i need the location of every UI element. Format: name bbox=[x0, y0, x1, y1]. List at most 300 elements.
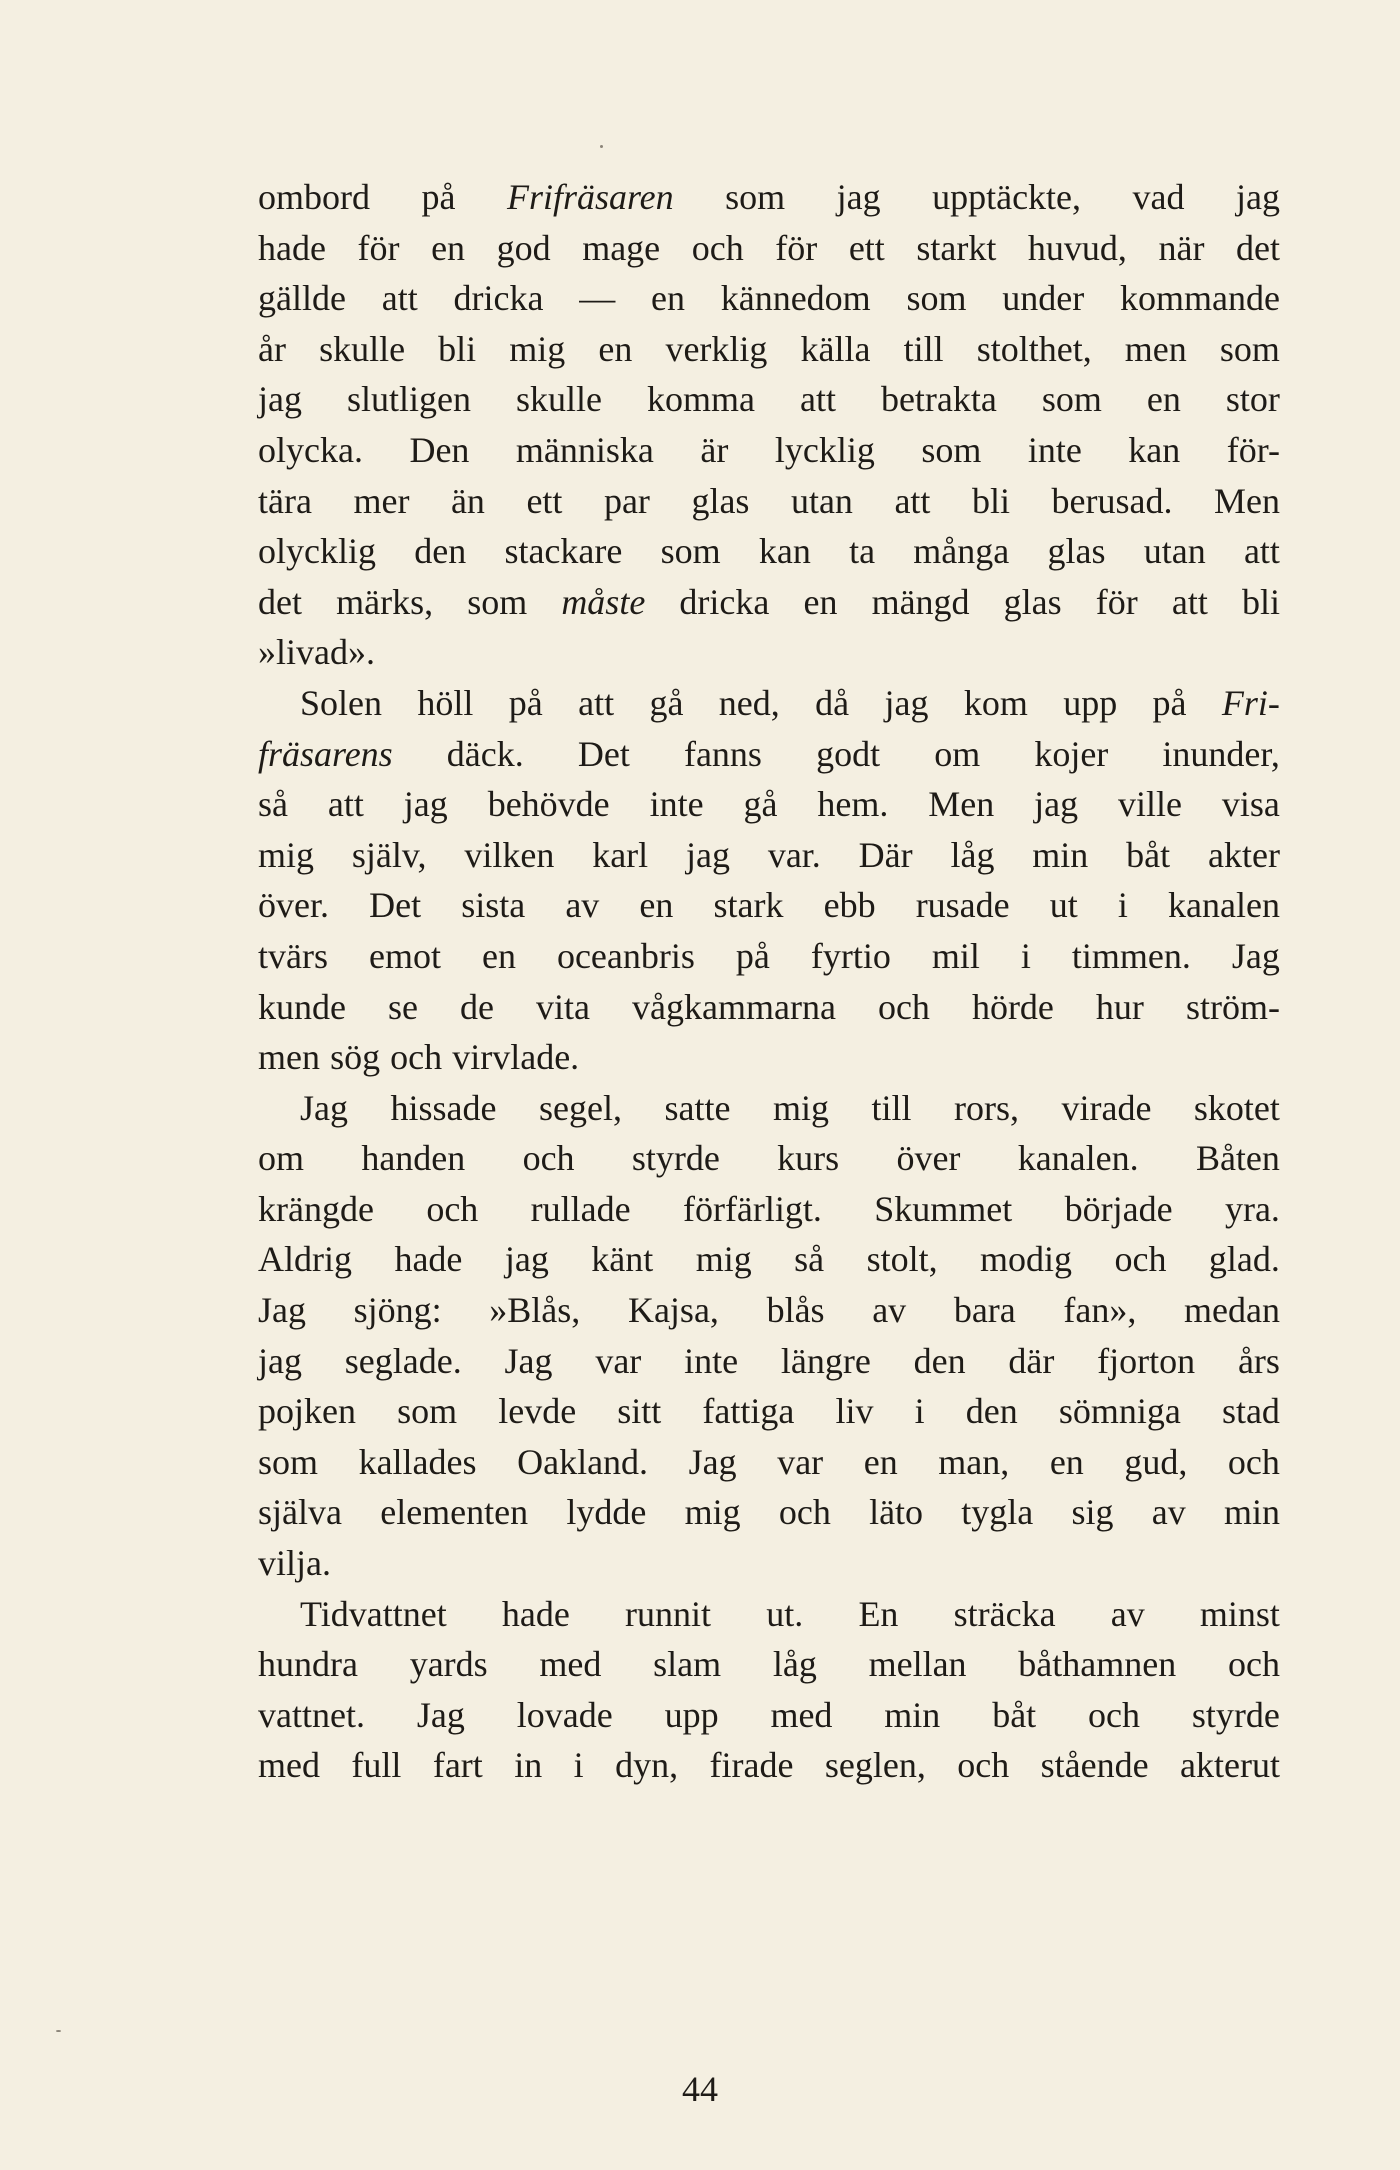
word: upp bbox=[1063, 682, 1118, 723]
word: var bbox=[595, 1340, 642, 1381]
word: hade bbox=[394, 1239, 463, 1280]
word: firade bbox=[709, 1745, 794, 1786]
word: vita bbox=[536, 986, 590, 1027]
word: kanalen bbox=[1168, 885, 1280, 926]
word: sträcka bbox=[953, 1593, 1056, 1634]
text-line bbox=[258, 1184, 1280, 1235]
word: behövde bbox=[487, 784, 610, 825]
text-line bbox=[258, 880, 1280, 931]
word: lovade bbox=[516, 1694, 613, 1735]
word: som bbox=[921, 429, 982, 470]
word: en bbox=[863, 1441, 898, 1482]
word: en bbox=[1049, 1441, 1084, 1482]
word: handen bbox=[361, 1138, 466, 1179]
word: vattnet. bbox=[258, 1694, 365, 1735]
word: Men bbox=[928, 784, 995, 825]
word: sömniga bbox=[1058, 1391, 1181, 1432]
word: upp bbox=[664, 1694, 719, 1735]
word: »Blås, bbox=[489, 1290, 581, 1331]
word: glas bbox=[691, 480, 750, 521]
word: visa bbox=[1221, 784, 1280, 825]
word: i bbox=[1117, 885, 1128, 926]
word: över. bbox=[258, 885, 329, 926]
word: sjöng: bbox=[353, 1290, 442, 1331]
word: rors, bbox=[953, 1087, 1019, 1128]
word: tygla bbox=[961, 1492, 1034, 1533]
word: blås bbox=[766, 1290, 825, 1331]
word: satte bbox=[664, 1087, 731, 1128]
word: sitt bbox=[617, 1391, 662, 1432]
word: glad. bbox=[1208, 1239, 1280, 1280]
word: och bbox=[957, 1745, 1010, 1786]
word: sög bbox=[330, 1037, 381, 1078]
word: själv, bbox=[351, 834, 427, 875]
word: fyrtio bbox=[810, 935, 891, 976]
word: av bbox=[872, 1290, 907, 1331]
word: min bbox=[884, 1694, 941, 1735]
word: för- bbox=[1226, 429, 1280, 470]
word: att bbox=[381, 278, 418, 319]
word: de bbox=[460, 986, 494, 1027]
word: den bbox=[414, 531, 467, 572]
word: Den bbox=[409, 429, 470, 470]
text-line bbox=[258, 374, 1280, 425]
body-text bbox=[258, 172, 1280, 1791]
word: par bbox=[603, 480, 650, 521]
word: styrde bbox=[631, 1138, 720, 1179]
word: gå bbox=[649, 682, 684, 723]
word: med bbox=[258, 1745, 320, 1786]
word: stående bbox=[1040, 1745, 1149, 1786]
word: mig bbox=[772, 1087, 829, 1128]
text-line bbox=[258, 1386, 1280, 1437]
word: märks, bbox=[336, 581, 434, 622]
text-line bbox=[258, 1285, 1280, 1336]
word: stolthet, bbox=[976, 328, 1092, 369]
word: att bbox=[327, 784, 364, 825]
word: mig bbox=[258, 834, 315, 875]
word: förfärligt. bbox=[682, 1188, 822, 1229]
word: akterut bbox=[1180, 1745, 1280, 1786]
word: mellan bbox=[868, 1644, 967, 1685]
text-line bbox=[258, 577, 1280, 628]
word: en bbox=[803, 581, 838, 622]
word: kommande bbox=[1119, 278, 1280, 319]
text-line bbox=[258, 1234, 1280, 1285]
word: om bbox=[258, 1138, 305, 1179]
text-line bbox=[258, 1083, 1280, 1134]
word: läto bbox=[869, 1492, 924, 1533]
word: som bbox=[467, 581, 528, 622]
word: en bbox=[1146, 379, 1181, 420]
word: modig bbox=[980, 1239, 1073, 1280]
word: det bbox=[258, 581, 302, 622]
word: var. bbox=[767, 834, 821, 875]
word: godt bbox=[816, 733, 881, 774]
word: Aldrig bbox=[258, 1239, 352, 1280]
word: virade bbox=[1061, 1087, 1152, 1128]
word: ut bbox=[1049, 885, 1078, 926]
word: till bbox=[871, 1087, 912, 1128]
word: på bbox=[508, 682, 543, 723]
word: ned, bbox=[718, 682, 780, 723]
word: Jag bbox=[1231, 935, 1280, 976]
word: Båten bbox=[1195, 1138, 1280, 1179]
word: för bbox=[1095, 581, 1138, 622]
word: Solen bbox=[300, 682, 383, 723]
word: dyn, bbox=[615, 1745, 679, 1786]
word: människa bbox=[515, 429, 654, 470]
word: elementen bbox=[380, 1492, 529, 1533]
word: så bbox=[794, 1239, 825, 1280]
text-line bbox=[258, 931, 1280, 982]
word: Det bbox=[369, 885, 422, 926]
word: skulle bbox=[319, 328, 406, 369]
word: betrakta bbox=[880, 379, 997, 420]
word: Tidvattnet bbox=[300, 1593, 447, 1634]
word: en bbox=[481, 935, 516, 976]
word: Frifräsaren bbox=[506, 177, 674, 217]
word: med bbox=[770, 1694, 833, 1735]
text-line bbox=[258, 172, 1280, 223]
text-line bbox=[258, 1690, 1280, 1741]
word: när bbox=[1158, 227, 1205, 268]
word: båt bbox=[992, 1694, 1037, 1735]
word: emot bbox=[368, 935, 441, 976]
word: båt bbox=[1126, 834, 1171, 875]
word: för bbox=[775, 227, 818, 268]
word: att bbox=[1243, 531, 1280, 572]
word: seglade. bbox=[344, 1340, 462, 1381]
word: och bbox=[1227, 1441, 1280, 1482]
text-line bbox=[258, 627, 1280, 678]
word: den bbox=[913, 1340, 966, 1381]
word: hade bbox=[258, 227, 326, 268]
word: medan bbox=[1184, 1290, 1280, 1331]
word: av bbox=[565, 885, 600, 926]
text-line bbox=[258, 1589, 1280, 1640]
word: hem. bbox=[817, 784, 889, 825]
word: vilja. bbox=[258, 1543, 331, 1584]
word: stackare bbox=[504, 531, 623, 572]
text-line bbox=[258, 476, 1280, 527]
word: glas bbox=[1047, 531, 1106, 572]
word: utan bbox=[790, 480, 853, 521]
word: slam bbox=[653, 1644, 722, 1685]
word: utan bbox=[1143, 531, 1206, 572]
word: man, bbox=[938, 1441, 1010, 1482]
word: in bbox=[514, 1745, 543, 1786]
word: och bbox=[691, 227, 744, 268]
word: lycklig bbox=[774, 429, 875, 470]
word: känt bbox=[591, 1239, 654, 1280]
word: virvlade. bbox=[452, 1037, 580, 1078]
word: ebb bbox=[823, 885, 876, 926]
word: hissade bbox=[390, 1087, 497, 1128]
word: se bbox=[388, 986, 418, 1027]
word: vad bbox=[1132, 177, 1185, 217]
word: bli bbox=[438, 328, 477, 369]
word: fart bbox=[432, 1745, 483, 1786]
text-line bbox=[258, 729, 1280, 780]
word: båthamnen bbox=[1018, 1644, 1177, 1685]
word: där bbox=[1008, 1340, 1055, 1381]
word: men bbox=[1124, 328, 1187, 369]
word: höll bbox=[417, 682, 474, 723]
word: mig bbox=[684, 1492, 741, 1533]
word: jag bbox=[1034, 784, 1079, 825]
text-line bbox=[258, 1437, 1280, 1488]
word: skulle bbox=[515, 379, 602, 420]
word: jag bbox=[836, 177, 881, 217]
word: att bbox=[894, 480, 931, 521]
word: mig bbox=[509, 328, 566, 369]
word: min bbox=[1223, 1492, 1280, 1533]
word: komma bbox=[646, 379, 755, 420]
word: kan bbox=[758, 531, 811, 572]
word: Jag bbox=[258, 1290, 306, 1331]
word: dricka bbox=[679, 581, 770, 622]
word: stark bbox=[713, 885, 784, 926]
word: dricka bbox=[453, 278, 544, 319]
word: ta bbox=[849, 531, 876, 572]
word: Oakland. bbox=[517, 1441, 649, 1482]
word: slutligen bbox=[346, 379, 471, 420]
word: stor bbox=[1225, 379, 1280, 420]
word: Jag bbox=[688, 1441, 737, 1482]
word: ett bbox=[526, 480, 563, 521]
word: kan bbox=[1128, 429, 1181, 470]
word: under bbox=[1002, 278, 1085, 319]
text-line bbox=[258, 1740, 1280, 1791]
word: och bbox=[1088, 1694, 1141, 1735]
word: en bbox=[650, 278, 685, 319]
word: många bbox=[913, 531, 1010, 572]
text-line bbox=[258, 779, 1280, 830]
word: som bbox=[1041, 379, 1102, 420]
word: kunde bbox=[258, 986, 346, 1027]
word: sig bbox=[1071, 1492, 1114, 1533]
word: däck. bbox=[446, 733, 524, 774]
word: är bbox=[700, 429, 729, 470]
word: i bbox=[914, 1391, 925, 1432]
word: låg bbox=[772, 1644, 817, 1685]
word: och bbox=[1114, 1239, 1167, 1280]
text-line bbox=[258, 223, 1280, 274]
word: jag bbox=[504, 1239, 549, 1280]
word: timmen. bbox=[1071, 935, 1191, 976]
word: måste bbox=[561, 581, 646, 622]
word: års bbox=[1237, 1340, 1280, 1381]
word: själva bbox=[258, 1492, 342, 1533]
word: som bbox=[906, 278, 967, 319]
word: sista bbox=[461, 885, 526, 926]
word: pojken bbox=[258, 1391, 356, 1432]
word: kanalen. bbox=[1017, 1138, 1139, 1179]
text-line bbox=[258, 1032, 1280, 1083]
text-line bbox=[258, 324, 1280, 375]
text-line bbox=[258, 1133, 1280, 1184]
word: av bbox=[1151, 1492, 1186, 1533]
word: upptäckte, bbox=[932, 177, 1082, 217]
word: gällde bbox=[258, 278, 346, 319]
text-line bbox=[258, 1538, 1280, 1589]
word: akter bbox=[1207, 834, 1280, 875]
word: i bbox=[1020, 935, 1031, 976]
word: olycklig bbox=[258, 531, 376, 572]
word: bli bbox=[1241, 581, 1280, 622]
text-line bbox=[258, 425, 1280, 476]
word: på bbox=[421, 177, 456, 217]
word: Men bbox=[1213, 480, 1280, 521]
word: gud, bbox=[1124, 1441, 1188, 1482]
word: karl bbox=[592, 834, 649, 875]
word: seglen, bbox=[824, 1745, 926, 1786]
word: om bbox=[934, 733, 981, 774]
word: Jag bbox=[300, 1087, 348, 1128]
word: var bbox=[777, 1441, 824, 1482]
word: den bbox=[965, 1391, 1018, 1432]
word: liv bbox=[835, 1391, 874, 1432]
word: En bbox=[858, 1593, 899, 1634]
word: full bbox=[351, 1745, 402, 1786]
word: bli bbox=[971, 480, 1010, 521]
word: en bbox=[431, 227, 466, 268]
word: längre bbox=[780, 1340, 871, 1381]
word: att bbox=[578, 682, 615, 723]
text-line bbox=[258, 1487, 1280, 1538]
word: och bbox=[778, 1492, 831, 1533]
text-line bbox=[258, 830, 1280, 881]
word: hur bbox=[1095, 986, 1144, 1027]
word: ett bbox=[848, 227, 885, 268]
word: hörde bbox=[971, 986, 1054, 1027]
word: verklig bbox=[665, 328, 768, 369]
text-line bbox=[258, 678, 1280, 729]
word: inte bbox=[684, 1340, 739, 1381]
word: bara bbox=[953, 1290, 1016, 1331]
word: källa bbox=[800, 328, 871, 369]
word: år bbox=[258, 328, 286, 369]
word: jag bbox=[258, 379, 302, 420]
word: jag bbox=[686, 834, 730, 875]
word: »livad». bbox=[258, 632, 375, 673]
word: än bbox=[450, 480, 485, 521]
word: stolt, bbox=[866, 1239, 938, 1280]
word: runnit bbox=[625, 1593, 712, 1634]
text-line bbox=[258, 1336, 1280, 1387]
word: gå bbox=[743, 784, 778, 825]
word: lydde bbox=[566, 1492, 647, 1533]
word: ut. bbox=[766, 1593, 804, 1634]
text-line bbox=[258, 982, 1280, 1033]
word: olycka. bbox=[258, 429, 363, 470]
word: min bbox=[1032, 834, 1089, 875]
word: rullade bbox=[530, 1188, 631, 1229]
word: tvärs bbox=[258, 935, 328, 976]
word: kallades bbox=[358, 1441, 477, 1482]
word: som bbox=[660, 531, 721, 572]
word: Det bbox=[577, 733, 630, 774]
word: jag bbox=[884, 682, 929, 723]
word: började bbox=[1064, 1188, 1173, 1229]
text-line bbox=[258, 526, 1280, 577]
word: Där bbox=[858, 834, 913, 875]
word: kojer bbox=[1034, 733, 1109, 774]
word: — bbox=[579, 278, 616, 319]
word: ombord bbox=[258, 177, 370, 217]
word: Kajsa, bbox=[627, 1290, 719, 1331]
word: jag bbox=[1236, 177, 1280, 217]
word: då bbox=[815, 682, 850, 723]
word: berusad. bbox=[1051, 480, 1173, 521]
word: inte bbox=[649, 784, 704, 825]
word: kurs bbox=[777, 1138, 840, 1179]
word: på bbox=[1152, 682, 1187, 723]
word: Jag bbox=[416, 1694, 465, 1735]
word: att bbox=[1171, 581, 1208, 622]
word: starkt bbox=[916, 227, 997, 268]
word: ström- bbox=[1185, 986, 1280, 1027]
text-line bbox=[258, 1639, 1280, 1690]
word: vilken bbox=[464, 834, 555, 875]
word: låg bbox=[950, 834, 995, 875]
word: som bbox=[1219, 328, 1280, 369]
word: fan», bbox=[1063, 1290, 1137, 1331]
word: hundra bbox=[258, 1644, 358, 1685]
word: oceanbris bbox=[556, 935, 695, 976]
paper-speck bbox=[600, 145, 603, 148]
word: en bbox=[639, 885, 674, 926]
word: för bbox=[357, 227, 400, 268]
word: jag bbox=[258, 1340, 302, 1381]
word: hade bbox=[501, 1593, 570, 1634]
word: så bbox=[258, 784, 288, 825]
word: som bbox=[725, 177, 786, 217]
word: Jag bbox=[504, 1340, 553, 1381]
word: krängde bbox=[258, 1188, 374, 1229]
word: huvud, bbox=[1027, 227, 1127, 268]
word: och bbox=[390, 1037, 443, 1078]
word: inte bbox=[1027, 429, 1082, 470]
word: tära bbox=[258, 480, 312, 521]
word: levde bbox=[498, 1391, 577, 1432]
word: fräsarens bbox=[258, 733, 393, 774]
word: yards bbox=[409, 1644, 488, 1685]
word: som bbox=[258, 1441, 319, 1482]
paper-speck bbox=[56, 2030, 61, 2032]
word: inunder, bbox=[1162, 733, 1280, 774]
word: av bbox=[1110, 1593, 1145, 1634]
word: och bbox=[522, 1138, 575, 1179]
word: yra. bbox=[1224, 1188, 1280, 1229]
word: och bbox=[1227, 1644, 1280, 1685]
word: i bbox=[573, 1745, 584, 1786]
word: fjorton bbox=[1097, 1340, 1196, 1381]
word: segel, bbox=[538, 1087, 622, 1128]
word: Skummet bbox=[874, 1188, 1013, 1229]
word: vågkammarna bbox=[632, 986, 836, 1027]
word: över bbox=[896, 1138, 961, 1179]
word: mig bbox=[695, 1239, 752, 1280]
word: skotet bbox=[1193, 1087, 1280, 1128]
word: Fri- bbox=[1221, 682, 1280, 723]
word: mage bbox=[582, 227, 661, 268]
word: det bbox=[1236, 227, 1280, 268]
word: fanns bbox=[683, 733, 762, 774]
word: minst bbox=[1199, 1593, 1280, 1634]
word: mil bbox=[931, 935, 980, 976]
